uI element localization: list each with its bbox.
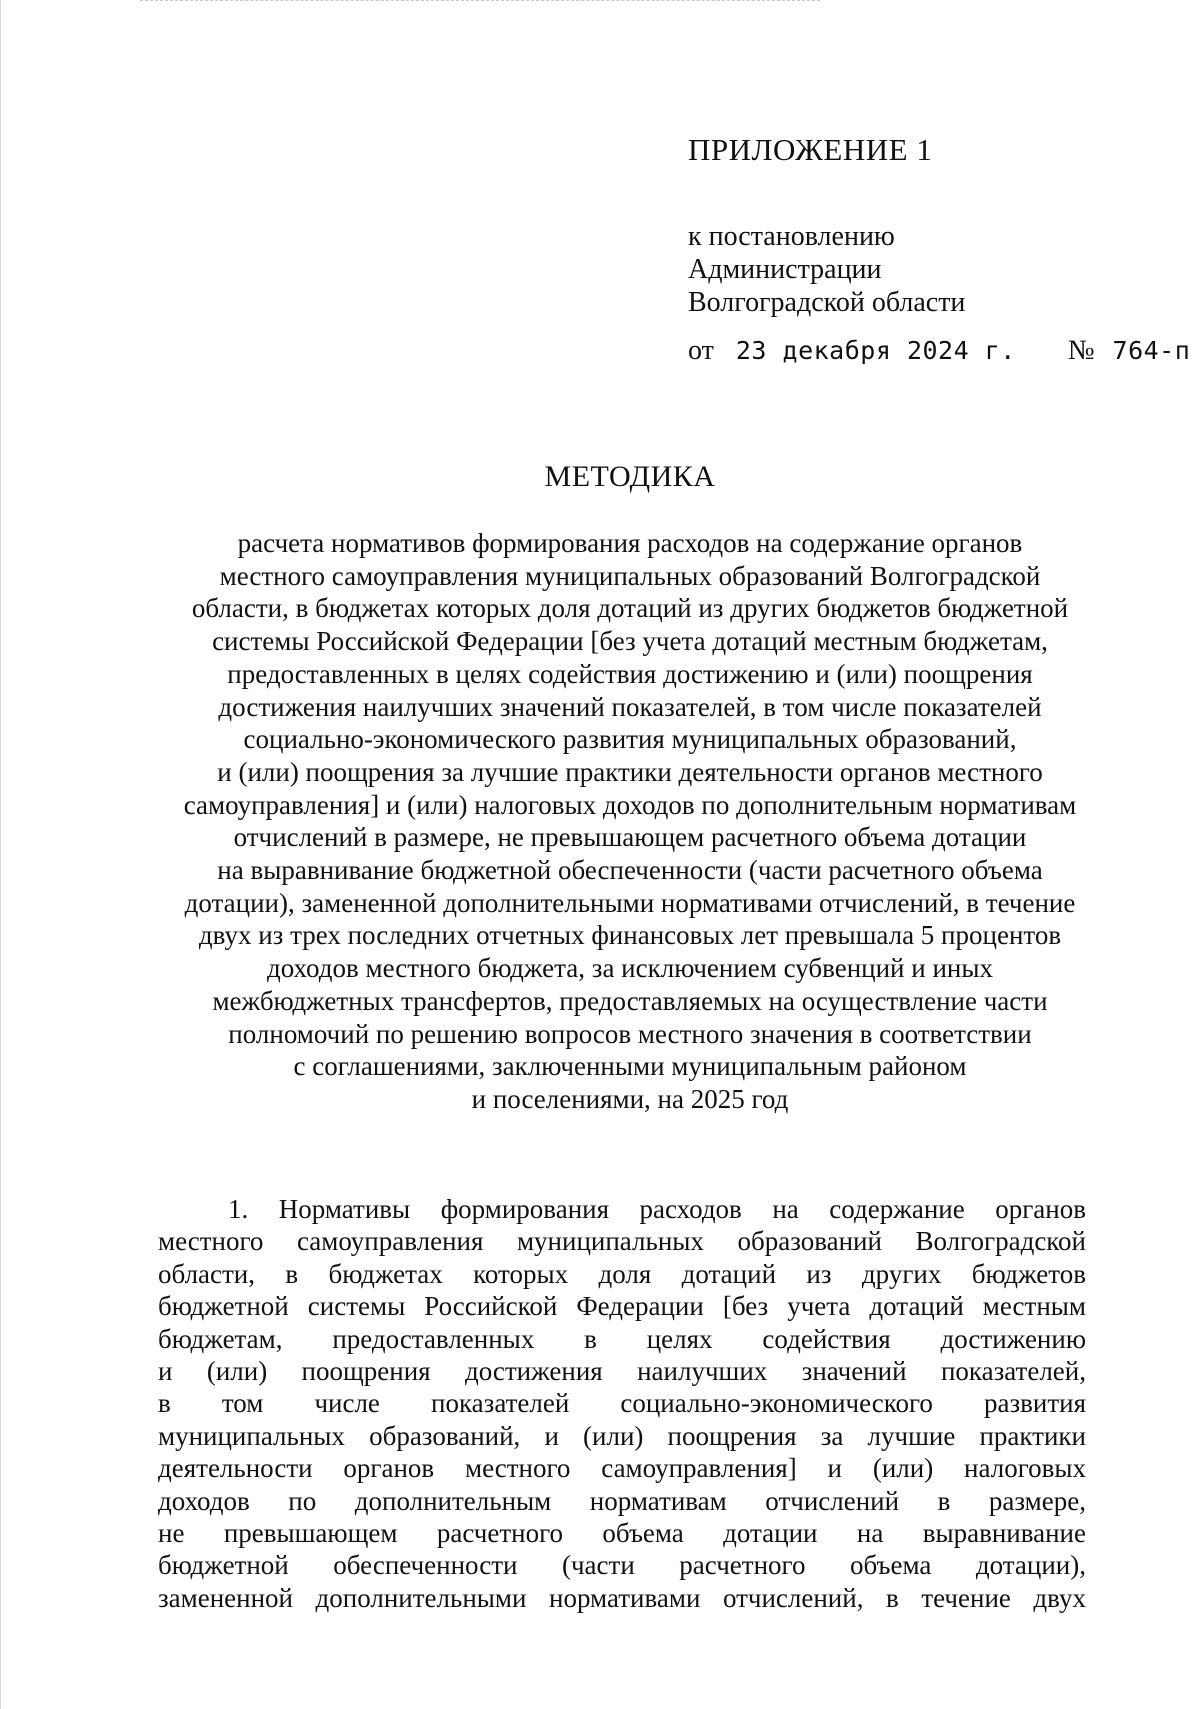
subtitle-line: социально-экономического развития муниципальных образований, <box>243 724 1017 755</box>
subtitle-line: дотации), замененной дополнительными нормативами отчислений, в течение <box>184 887 1076 918</box>
subtitle-line: расчета нормативов формирования расходов на содержание органов <box>237 528 1023 558</box>
paragraph-line: и (или) поощрения достижения наилучших значений показателей, <box>158 1356 1086 1387</box>
subtitle-line: отчислений в размере, не превышающем расчетного объема дотации <box>233 822 1027 853</box>
appendix-title: ПРИЛОЖЕНИЕ 1 <box>688 132 933 167</box>
paragraph-line: бюджетной обеспеченности (части расчетного объема дотации), <box>158 1550 1086 1581</box>
paragraph-line: местного самоуправления муниципальных образований Волгоградской <box>158 1226 1086 1257</box>
paragraph-line: деятельности органов местного самоуправления] и (или) налоговых <box>158 1453 1086 1484</box>
paragraph-line: области, в бюджетах которых доля дотаций из других бюджетов <box>158 1258 1086 1289</box>
paragraph-line: муниципальных образований, и (или) поощрения за лучшие практики <box>158 1420 1086 1451</box>
scan-edge-top <box>140 0 820 1</box>
subtitle-line: области, в бюджетах которых доля дотаций из других бюджетов бюджетной <box>191 593 1069 624</box>
paragraph-line: бюджетной системы Российской Федерации [без учета дотаций местным <box>158 1291 1086 1322</box>
subtitle-line: с соглашениями, заключенными муниципальным районом <box>293 1051 967 1082</box>
subtitle-line: межбюджетных трансфертов, предоставляемых на осуществление части <box>212 985 1048 1016</box>
paragraph-line: доходов по дополнительным нормативам отчислений в размере, <box>158 1485 1086 1516</box>
subtitle-line: предоставленных в целях содействия достижению и (или) поощрения <box>227 658 1033 689</box>
subtitle-line: двух из трех последних отчетных финансовых лет превышала 5 процентов <box>198 920 1062 951</box>
paragraph-line: бюджетам, предоставленных в целях содействия достижению <box>158 1323 1086 1354</box>
appendix-line: к постановлению <box>688 221 895 252</box>
resolution-date: 23 декабря 2024 г. <box>735 336 1016 365</box>
appendix-line: Волгоградской области <box>688 287 966 318</box>
resolution-date-number <box>688 333 1191 369</box>
subtitle-line: на выравнивание бюджетной обеспеченности (части расчетного объема <box>217 855 1043 886</box>
subtitle-line: самоуправления] и (или) налоговых доходов по дополнительным нормативам <box>183 789 1077 820</box>
paragraph-line: в том числе показателей социально-экономического развития <box>158 1388 1086 1419</box>
paragraph-1 <box>158 1193 1086 1614</box>
subtitle-line: и (или) поощрения за лучшие практики деятельности органов местного <box>217 756 1043 787</box>
resolution-number: 764-п <box>1112 336 1191 365</box>
subtitle-line: и поселениями, на 2025 год <box>471 1083 789 1114</box>
from-label: от <box>688 335 714 366</box>
document-subtitle <box>150 527 1110 1116</box>
subtitle-line: достижения наилучших значений показателей, в том числе показателей <box>218 691 1042 722</box>
appendix-line: Администрации <box>688 254 882 285</box>
subtitle-line: местного самоуправления муниципальных образований Волгоградской <box>219 560 1041 591</box>
appendix-block <box>688 130 1148 319</box>
subtitle-line: полномочий по решению вопросов местного значения в соответствии <box>228 1018 1032 1049</box>
number-sign: № <box>1067 335 1095 366</box>
subtitle-line: системы Российской Федерации [без учета дотаций местным бюджетам, <box>212 626 1048 657</box>
paragraph-line: 1. Нормативы формирования расходов на содержание органов <box>228 1194 1086 1224</box>
document-title: МЕТОДИКА <box>544 460 716 493</box>
scan-edge-left <box>0 0 1 1709</box>
paragraph-line: замененной дополнительными нормативами отчислений, в течение двух <box>158 1582 1086 1613</box>
paragraph-line: не превышающем расчетного объема дотации на выравнивание <box>158 1518 1086 1549</box>
subtitle-line: доходов местного бюджета, за исключением субвенций и иных <box>266 953 993 984</box>
